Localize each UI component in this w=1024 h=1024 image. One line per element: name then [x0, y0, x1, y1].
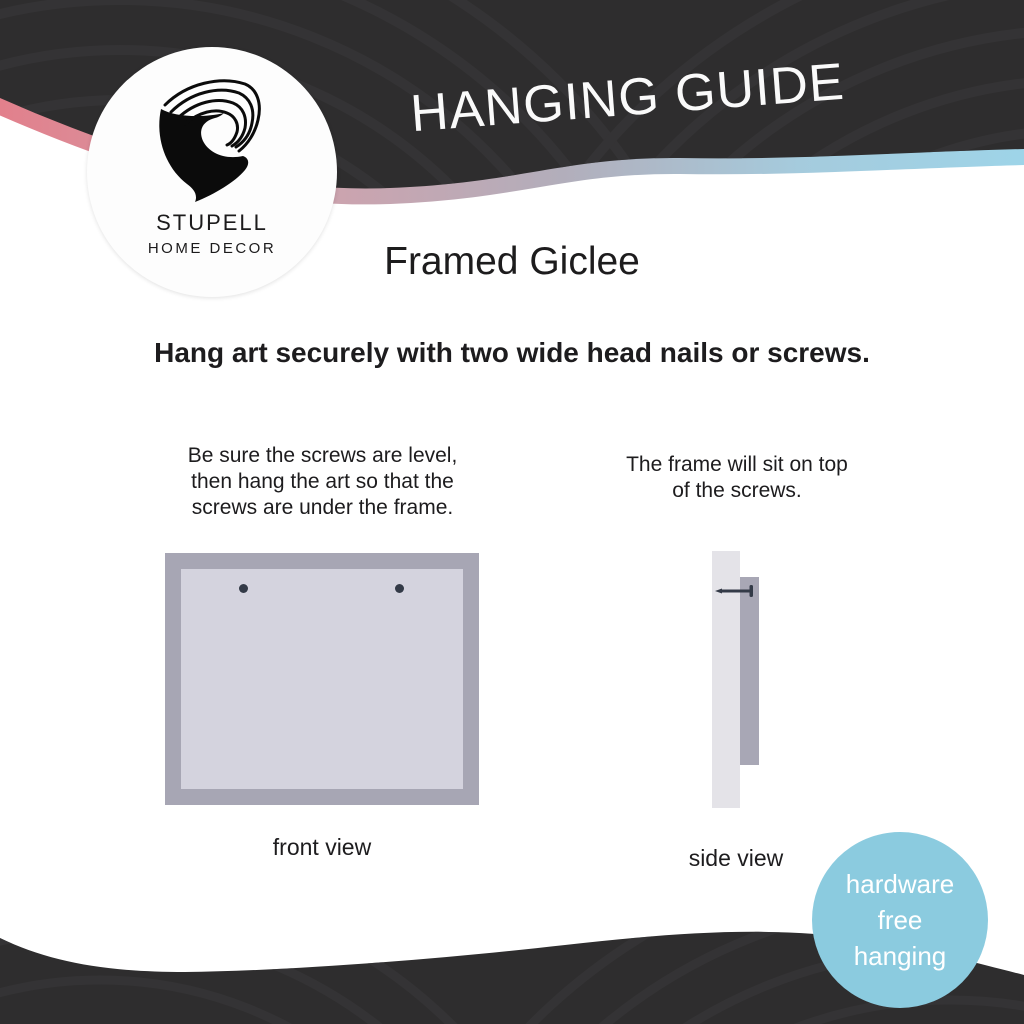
brand-name: STUPELL	[156, 210, 268, 235]
frame-art-area	[181, 569, 463, 789]
front-view-label: front view	[272, 834, 372, 860]
front-view-diagram	[165, 553, 479, 805]
brand-tagline: HOME DECOR	[147, 240, 277, 257]
side-view-diagram	[712, 551, 772, 808]
badge-line: hardware	[845, 869, 955, 899]
side-view-instruction	[587, 452, 887, 504]
front-view-instruction-line: then hang the art so that the	[191, 470, 454, 493]
side-art-bar	[740, 577, 759, 765]
nail-icon	[714, 582, 760, 600]
front-view-instruction-line: screws are under the frame.	[191, 496, 454, 519]
product-type-title: Framed Giclee	[384, 240, 640, 283]
side-view-instruction-line: The frame will sit on top	[626, 453, 848, 476]
badge-line: free	[877, 905, 923, 935]
screw-dot-right	[395, 584, 404, 593]
intro-text: Hang art securely with two wide head nails or screws.	[154, 337, 870, 368]
side-view-instruction-line: of the screws.	[672, 479, 802, 502]
badge-line: hanging	[853, 941, 947, 971]
front-view-instruction	[140, 443, 505, 521]
side-view-label: side view	[688, 845, 784, 871]
brand-logo	[87, 47, 337, 297]
page-title: HANGING GUIDE	[408, 52, 847, 143]
stupell-s-swoosh-icon	[157, 75, 261, 203]
screw-dot-left	[239, 584, 248, 593]
hardware-free-badge	[812, 832, 988, 1008]
front-view-instruction-line: Be sure the screws are level,	[187, 444, 458, 467]
